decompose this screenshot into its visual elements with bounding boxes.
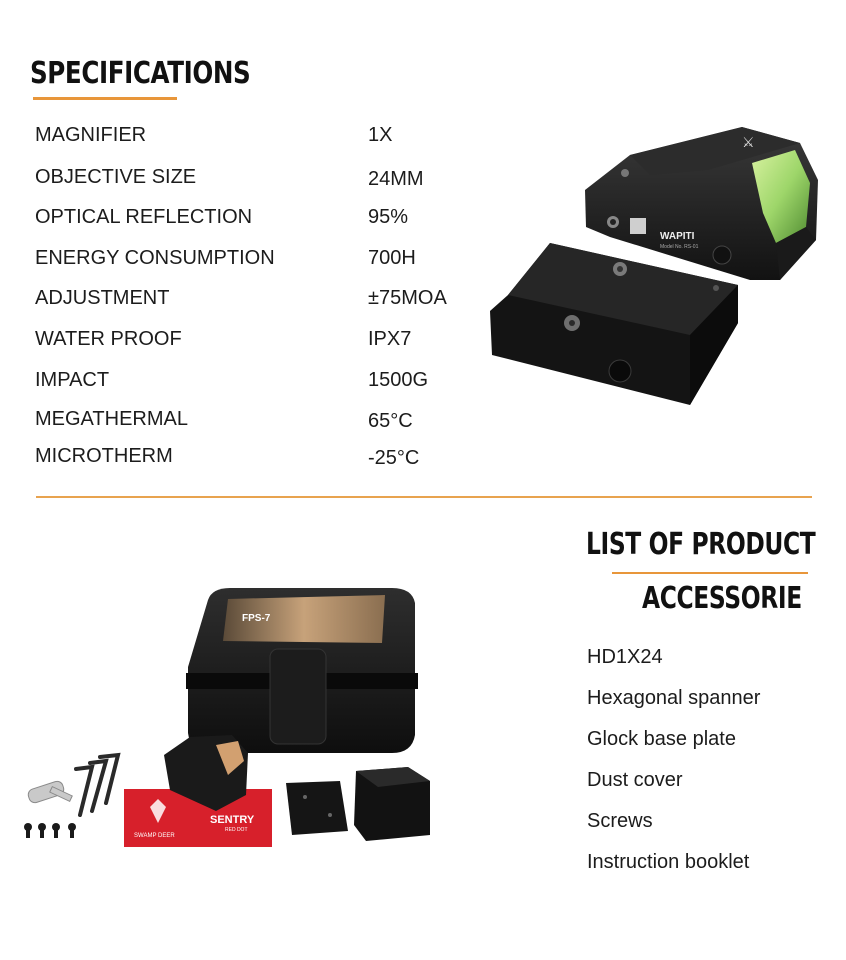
screws xyxy=(24,823,76,838)
heading-underline xyxy=(33,97,177,100)
spec-label: MEGATHERMAL xyxy=(35,408,188,430)
spec-row xyxy=(0,124,470,154)
spec-value: 700H xyxy=(368,247,416,269)
spec-value: 65°C xyxy=(368,410,413,432)
spec-label: ENERGY CONSUMPTION xyxy=(35,247,275,269)
spec-label: WATER PROOF xyxy=(35,328,182,350)
spec-value: ±75MOA xyxy=(368,287,447,309)
spec-label: ADJUSTMENT xyxy=(35,287,170,309)
list-item: Screws xyxy=(587,810,653,832)
spec-label: MICROTHERM xyxy=(35,445,173,467)
sight-brand: WAPITI xyxy=(660,231,695,242)
spec-row xyxy=(0,328,470,358)
spec-row xyxy=(0,445,470,475)
spec-value: 95% xyxy=(368,206,409,228)
spec-row xyxy=(0,369,470,399)
glock-base-plate xyxy=(286,781,348,835)
accessories-photo xyxy=(20,585,450,855)
heading-underline xyxy=(612,572,808,574)
spec-row xyxy=(0,247,470,277)
accessories-heading-line1: LIST OF PRODUCT xyxy=(586,527,816,562)
spec-label: MAGNIFIER xyxy=(35,124,147,146)
sight-model: Model No. RS-01 xyxy=(660,244,699,250)
red-dot-sight-photo xyxy=(480,115,830,415)
hex-wrench xyxy=(27,780,73,804)
spec-row xyxy=(0,206,470,236)
qr-label xyxy=(630,218,646,234)
accessories-heading-line2: ACCESSORIE xyxy=(642,581,802,616)
spec-label: OPTICAL REFLECTION xyxy=(35,206,253,228)
svg-text:⚔: ⚔ xyxy=(742,135,755,151)
spec-row xyxy=(0,166,470,196)
list-item: HD1X24 xyxy=(587,646,663,668)
spec-label: OBJECTIVE SIZE xyxy=(35,166,197,188)
section-divider xyxy=(36,496,812,498)
hexagonal-spanners xyxy=(76,755,118,815)
list-item: Hexagonal spanner xyxy=(587,687,761,709)
card-brand: SWAMP DEER xyxy=(134,833,175,839)
card-product: SENTRY xyxy=(210,814,255,826)
list-item: Glock base plate xyxy=(587,728,736,750)
spec-value: -25°C xyxy=(368,447,420,469)
spec-value: IPX7 xyxy=(368,328,412,350)
list-item: Instruction booklet xyxy=(587,851,750,873)
spec-row xyxy=(0,408,470,438)
spec-value: 1500G xyxy=(368,369,429,391)
spec-value: 24MM xyxy=(368,168,424,190)
spec-label: IMPACT xyxy=(35,369,110,391)
spec-row xyxy=(0,287,470,317)
card-sub: RED DOT xyxy=(225,827,248,833)
case-label: FPS-7 xyxy=(242,613,271,624)
spec-value: 1X xyxy=(368,124,393,146)
list-item: Dust cover xyxy=(587,769,683,791)
specifications-heading: SPECIFICATIONS xyxy=(30,56,251,91)
